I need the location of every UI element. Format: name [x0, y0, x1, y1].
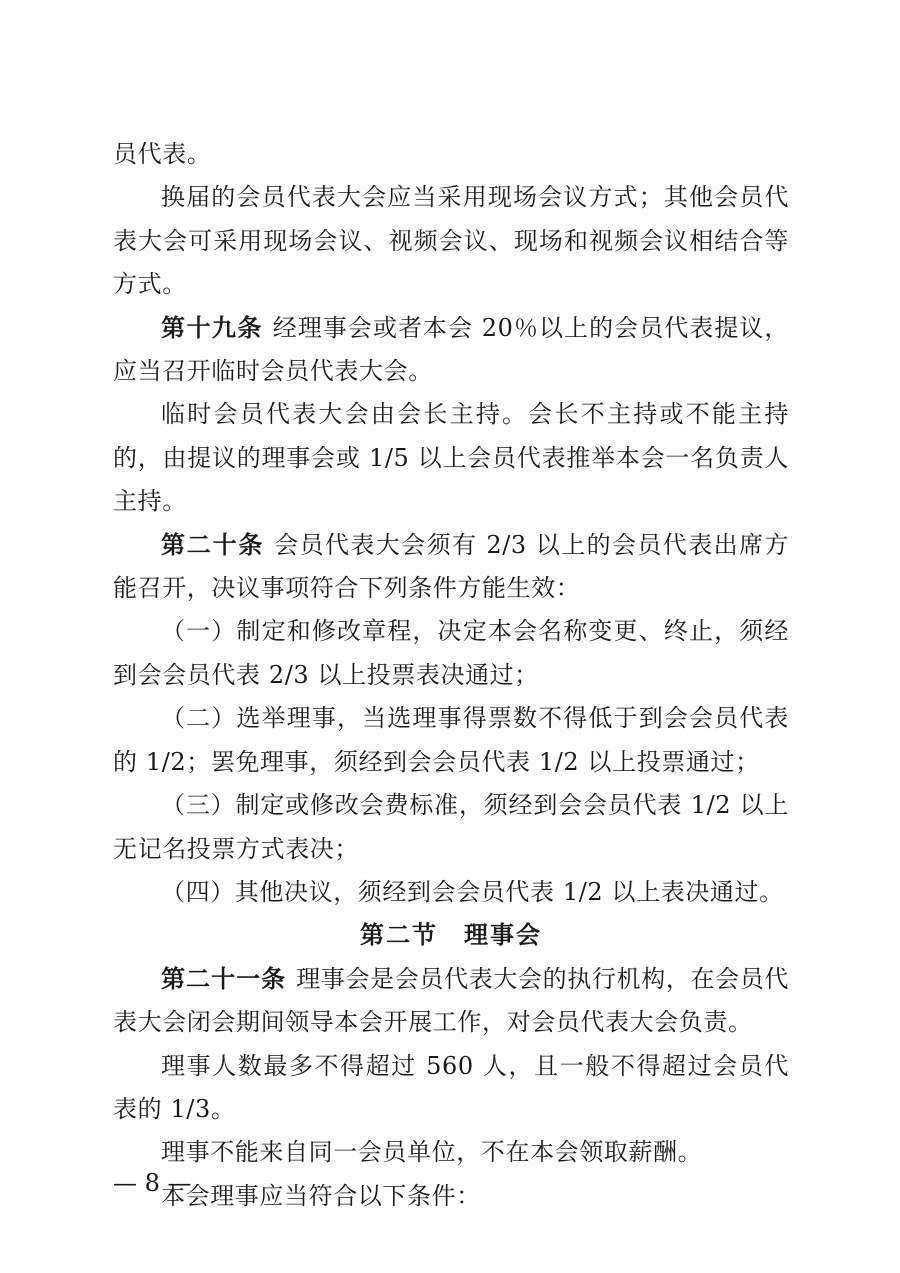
list-item-text: （四）其他决议，须经到会会员代表 1/2 以上表决通过。 [161, 877, 784, 906]
paragraph-text: 临时会员代表大会由会长主持。会长不主持或不能主持的，由提议的理事会或 1/5 以上会员代表推举本会一名负责人主持。 [113, 400, 789, 516]
list-item-text: （三）制定或修改会费标准，须经到会会员代表 1/2 以上无记名投票方式表决； [113, 791, 789, 863]
list-item-text: （二）选举理事，当选理事得票数不得低于到会会员代表的 1/2；罢免理事，须经到会会员代表 1/2 以上投票通过； [113, 704, 789, 776]
list-item-2 [113, 697, 789, 784]
section-heading-text: 第二节 理事会 [360, 921, 542, 950]
article-text: 理事会是会员代表大会的执行机构，在会员代表大会闭会期间领导本会开展工作，对会员代表大会负责。 [113, 964, 790, 1037]
paragraph-text: 理事人数最多不得超过 560 人，且一般不得超过会员代表的 1/3。 [113, 1051, 789, 1123]
list-item-4 [113, 871, 789, 914]
document-body [113, 133, 789, 1218]
article-20 [113, 524, 789, 611]
page-number: — 8 — [113, 1169, 192, 1197]
list-item-1 [113, 610, 789, 697]
list-item-text: （一）制定和修改章程，决定本会名称变更、终止，须经到会会员代表 2/3 以上投票表决通过； [113, 617, 789, 689]
article-19 [113, 307, 789, 394]
list-item-3 [113, 784, 789, 871]
paragraph-continuation [113, 133, 789, 176]
article-number: 第二十一条 [161, 964, 287, 993]
paragraph [113, 1045, 789, 1132]
paragraph [113, 393, 789, 523]
paragraph-text: 换届的会员代表大会应当采用现场会议方式；其他会员代表大会可采用现场会议、视频会议、现场和视频会议相结合等方式。 [113, 183, 789, 299]
article-number: 第十九条 [161, 313, 263, 342]
article-number: 第二十条 [161, 530, 265, 559]
paragraph-text: 本会理事应当符合以下条件： [161, 1181, 481, 1210]
paragraph-text: 员代表。 [113, 140, 212, 168]
paragraph [113, 176, 789, 306]
paragraph-text: 理事不能来自同一会员单位，不在本会领取薪酬。 [161, 1138, 703, 1167]
article-text: 会员代表大会须有 2/3 以上的会员代表出席方能召开，决议事项符合下列条件方能生效： [113, 530, 789, 603]
paragraph [113, 1175, 789, 1218]
article-text: 经理事会或者本会 20％以上的会员代表提议，应当召开临时会员代表大会。 [113, 313, 790, 386]
paragraph [113, 1131, 789, 1174]
section-heading [113, 914, 789, 957]
article-21 [113, 958, 789, 1045]
